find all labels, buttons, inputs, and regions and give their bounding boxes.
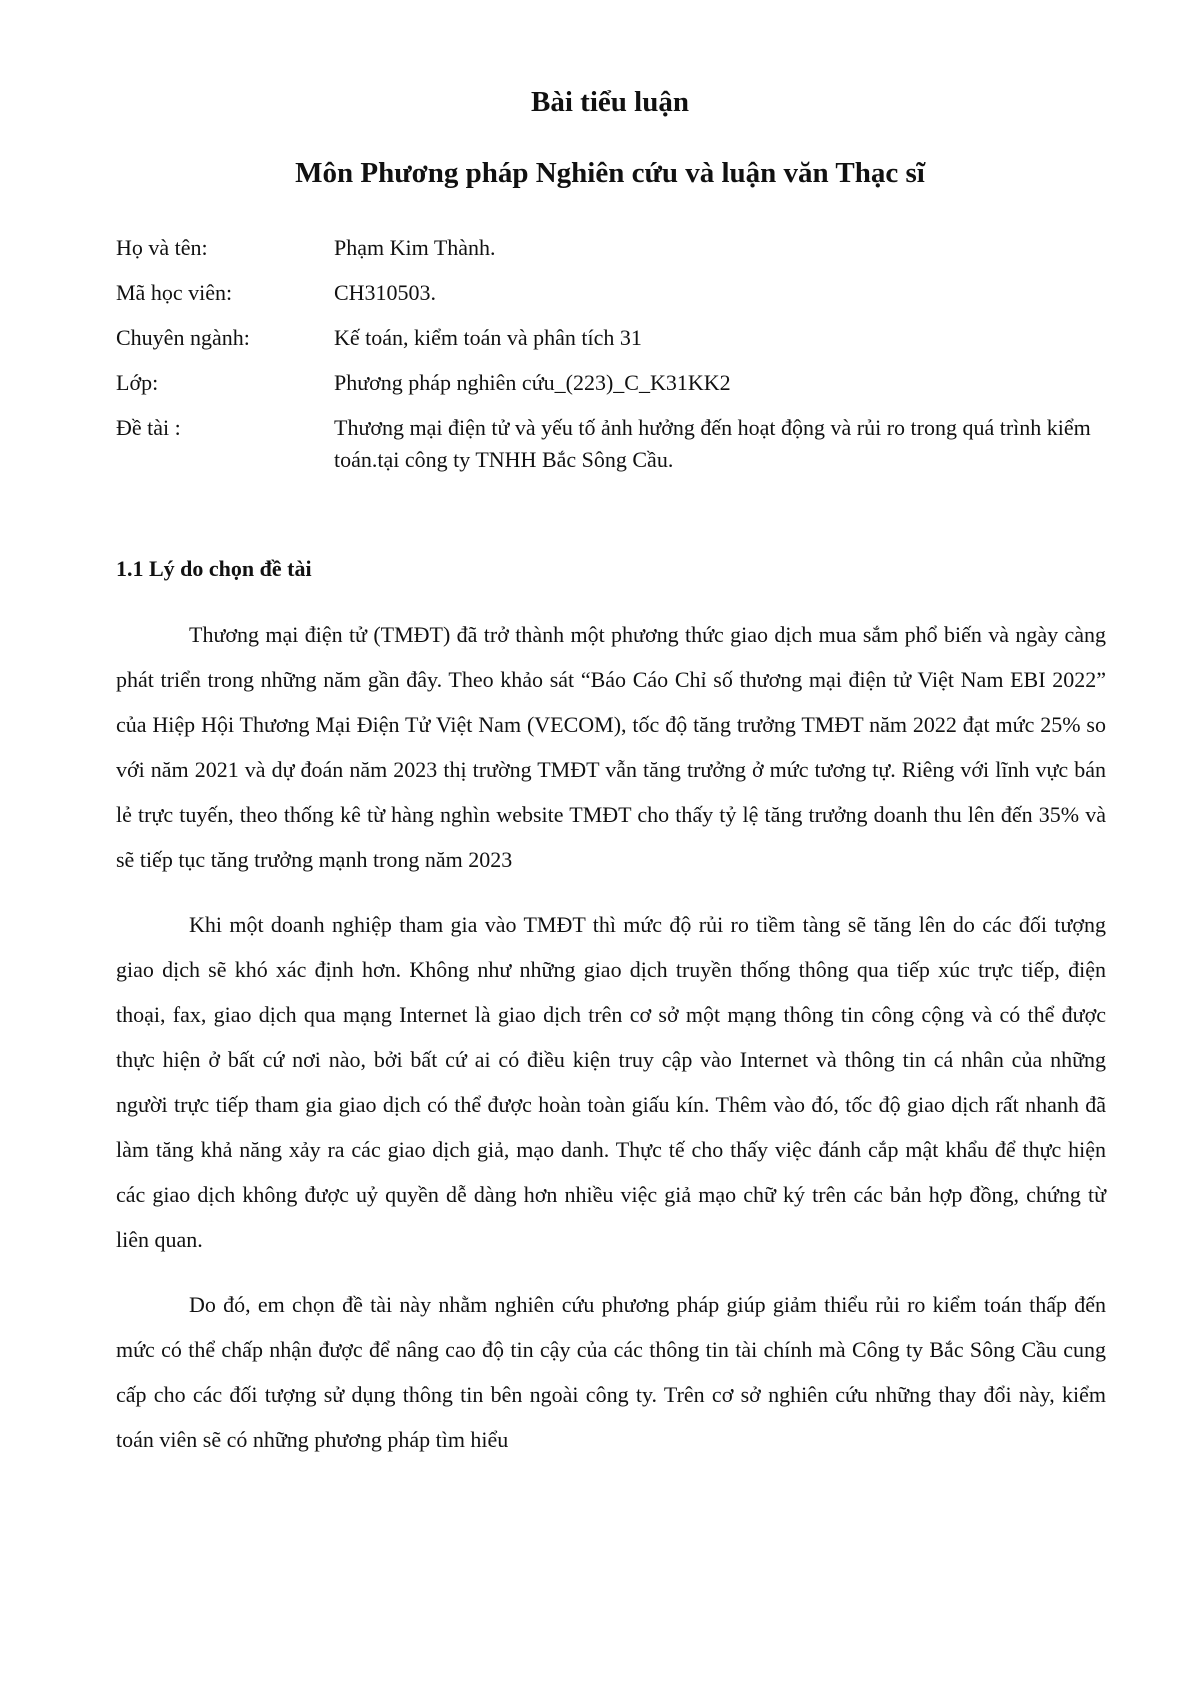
document-title: Bài tiểu luận (531, 86, 689, 118)
section-body (116, 612, 1106, 1482)
info-value: Phương pháp nghiên cứu_(223)_C_K31KK2 (334, 370, 731, 395)
info-label: Lớp: (116, 370, 159, 395)
info-label: Chuyên ngành: (116, 325, 250, 350)
paragraph: Do đó, em chọn đề tài này nhằm nghiên cứu phương pháp giúp giảm thiểu rủi ro kiểm toán thấp đến mức có thể chấp nhận được để nâng cao độ tin cậy của các thông tin tài chính mà Công ty Bắc Sông Cầu cung cấp cho các đối tượng sử dụng thông tin bên ngoài công ty. Trên cơ sở nghiên cứu những thay đổi này, kiểm toán viên sẽ có những phương pháp tìm hiểu (116, 1292, 1106, 1452)
student-info (116, 232, 1106, 489)
info-row-major (116, 322, 1106, 354)
section-heading: 1.1 Lý do chọn đề tài (116, 556, 312, 581)
info-label: Họ và tên: (116, 235, 208, 260)
paragraph: Thương mại điện tử (TMĐT) đã trở thành một phương thức giao dịch mua sắm phổ biến và ngày càng phát triển trong những năm gần đây. Theo khảo sát “Báo Cáo Chỉ số thương mại điện tử Việt Nam EBI 2022” của Hiệp Hội Thương Mại Điện Tử Việt Nam (VECOM), tốc độ tăng trưởng TMĐT năm 2022 đạt mức 25% so với năm 2021 và dự đoán năm 2023 thị trường TMĐT vẫn tăng trưởng ở mức tương tự. Riêng với lĩnh vực bán lẻ trực tuyến, theo thống kê từ hàng nghìn website TMĐT cho thấy tỷ lệ tăng trưởng doanh thu lên đến 35% và sẽ tiếp tục tăng trưởng mạnh trong năm 2023 (116, 622, 1106, 872)
info-value: Kế toán, kiểm toán và phân tích 31 (334, 325, 642, 350)
info-row-name (116, 232, 1106, 264)
info-value: Thương mại điện tử và yếu tố ảnh hưởng đến hoạt động và rủi ro trong quá trình kiểm toán.tại công ty TNHH Bắc Sông Cầu. (334, 415, 1091, 472)
info-row-topic (116, 412, 1106, 476)
info-value: CH310503. (334, 280, 437, 305)
document-subtitle: Môn Phương pháp Nghiên cứu và luận văn Thạc sĩ (295, 157, 925, 189)
info-value: Phạm Kim Thành. (334, 235, 496, 260)
info-label: Mã học viên: (116, 280, 233, 305)
info-row-student-id (116, 277, 1106, 309)
info-label: Đề tài : (116, 415, 181, 440)
info-row-class (116, 367, 1106, 399)
paragraph: Khi một doanh nghiệp tham gia vào TMĐT thì mức độ rủi ro tiềm tàng sẽ tăng lên do các đối tượng giao dịch sẽ khó xác định hơn. Không như những giao dịch truyền thống thông qua tiếp xúc trực tiếp, điện thoại, fax, giao dịch qua mạng Internet là giao dịch trên cơ sở một mạng thông tin công cộng và có thể được thực hiện ở bất cứ nơi nào, bởi bất cứ ai có điều kiện truy cập vào Internet và thông tin cá nhân của những người trực tiếp tham gia giao dịch có thể được hoàn toàn giấu kín. Thêm vào đó, tốc độ giao dịch rất nhanh đã làm tăng khả năng xảy ra các giao dịch giả, mạo danh. Thực tế cho thấy việc đánh cắp mật khẩu để thực hiện các giao dịch không được uỷ quyền dễ dàng hơn nhiều việc giả mạo chữ ký trên các bản hợp đồng, chứng từ liên quan. (116, 912, 1106, 1252)
